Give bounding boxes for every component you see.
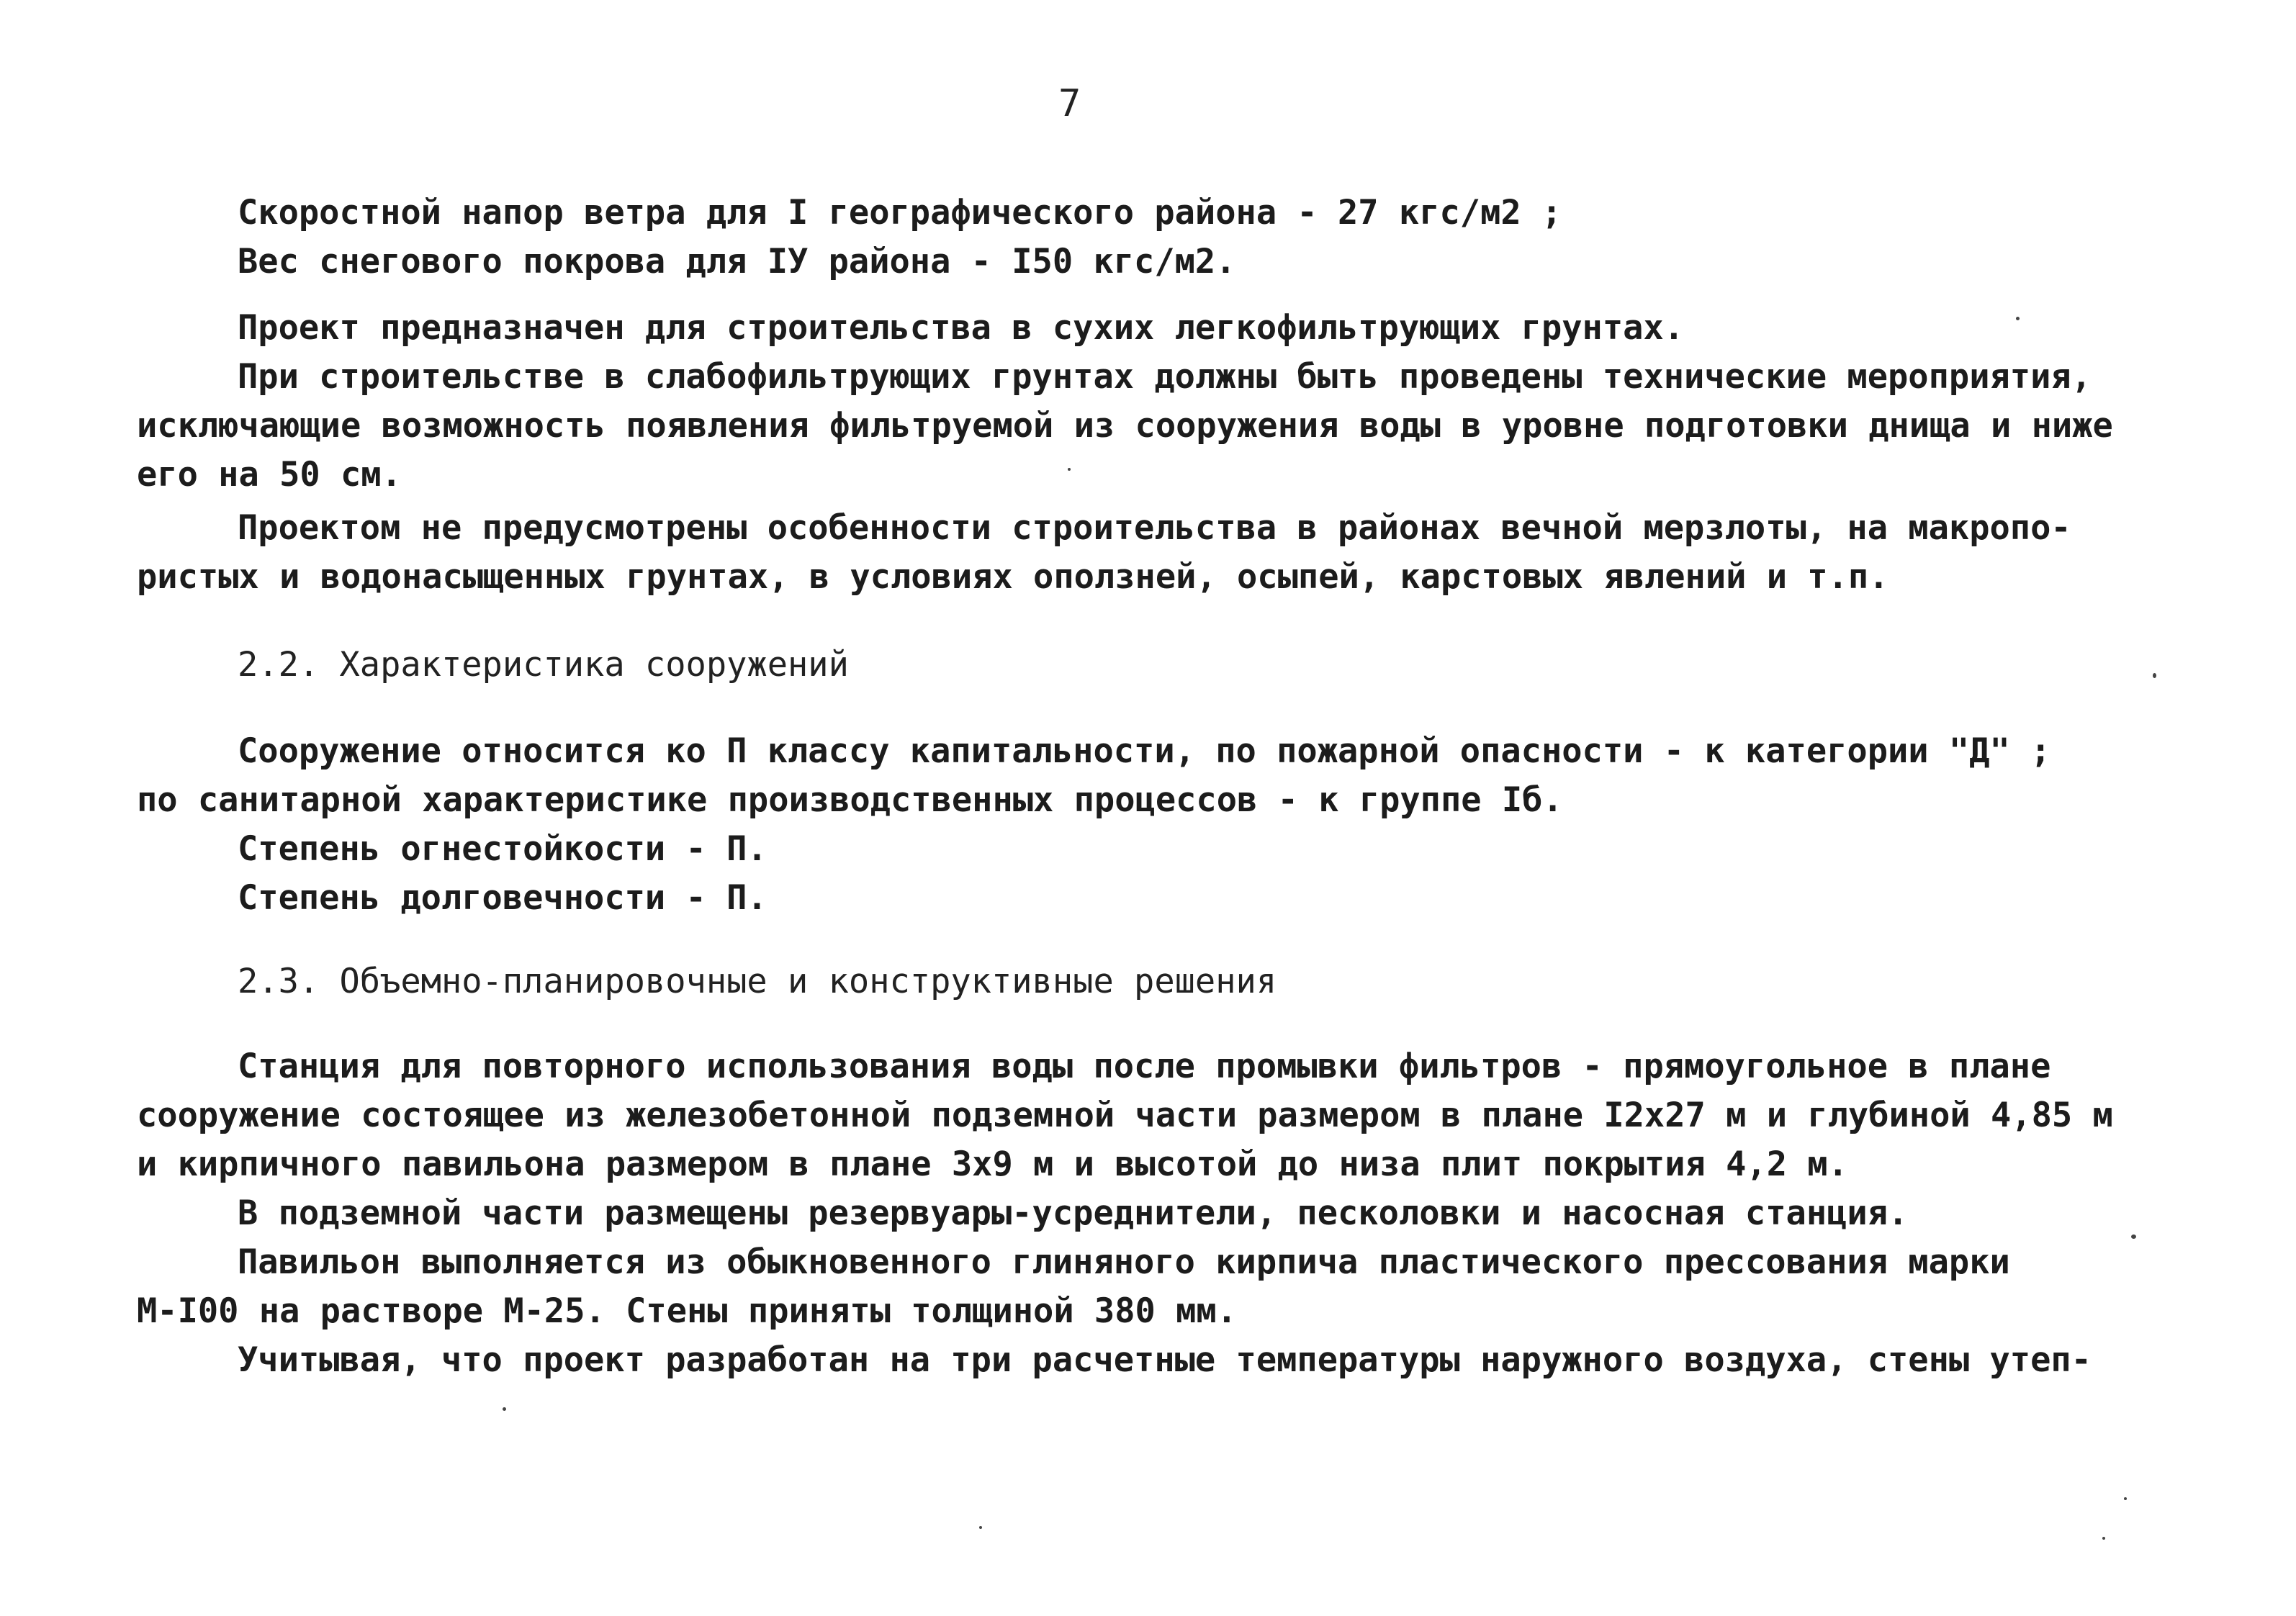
paragraph-line: исключающие возможность появления фильтруемой из сооружения воды в уровне подготовки днища и ниже xyxy=(137,406,2113,446)
paragraph-line: Павильон выполняется из обыкновенного глиняного кирпича пластического прессования марки xyxy=(238,1242,2010,1282)
scan-speck xyxy=(2102,1537,2105,1540)
scan-speck xyxy=(503,1407,506,1411)
paragraph-line: его на 50 см. xyxy=(137,455,402,495)
scan-speck xyxy=(2153,673,2156,678)
scan-speck xyxy=(2131,1234,2136,1239)
paragraph-line: Степень огнестойкости - П. xyxy=(238,829,767,869)
paragraph-line: Проектом не предусмотрены особенности строительства в районах вечной мерзлоты, на макропо- xyxy=(238,508,2071,548)
paragraph-line: М-I00 на растворе М-25. Стены приняты толщиной 380 мм. xyxy=(137,1291,1238,1331)
scan-speck xyxy=(1068,468,1071,471)
paragraph-line: При строительстве в слабофильтрующих грунтах должны быть проведены технические мероприятия, xyxy=(238,357,2092,397)
section-heading-2-3: 2.3. Объемно-планировочные и конструктивные решения xyxy=(238,962,1277,1001)
page-number: 7 xyxy=(1058,82,1081,125)
paragraph-line: Сооружение относится ко П классу капитальности, по пожарной опасности - к категории "Д" ; xyxy=(238,731,2051,771)
paragraph-line: Степень долговечности - П. xyxy=(238,878,767,918)
paragraph-line: ристых и водонасыщенных грунтах, в условиях оползней, осыпей, карстовых явлений и т.п. xyxy=(137,557,1889,597)
snow-weight-line: Вес снегового покрова для IУ района - I50 кгс/м2. xyxy=(238,242,1236,281)
paragraph-line: Проект предназначен для строительства в сухих легкофильтрующих грунтах. xyxy=(238,308,1685,348)
paragraph-line: В подземной части размещены резервуары-усреднители, песколовки и насосная станция. xyxy=(238,1193,1909,1233)
paragraph-line: Учитывая, что проект разработан на три расчетные температуры наружного воздуха, стены утеп- xyxy=(238,1340,2092,1380)
paragraph-line: сооружение состоящее из железобетонной подземной части размером в плане I2x27 м и глубиной 4,85 м xyxy=(137,1096,2113,1135)
paragraph-line: по санитарной характеристике производственных процессов - к группе Iб. xyxy=(137,780,1563,820)
scan-speck xyxy=(2016,317,2020,320)
section-heading-2-2: 2.2. Характеристика сооружений xyxy=(238,645,849,685)
paragraph-line: и кирпичного павильона размером в плане 3x9 м и высотой до низа плит покрытия 4,2 м. xyxy=(137,1145,1848,1184)
scan-speck xyxy=(979,1526,982,1529)
scan-speck xyxy=(2124,1497,2127,1500)
wind-pressure-line: Скоростной напор ветра для I географического района - 27 кгс/м2 ; xyxy=(238,193,1562,233)
paragraph-line: Станция для повторного использования воды после промывки фильтров - прямоугольное в плане xyxy=(238,1047,2051,1086)
